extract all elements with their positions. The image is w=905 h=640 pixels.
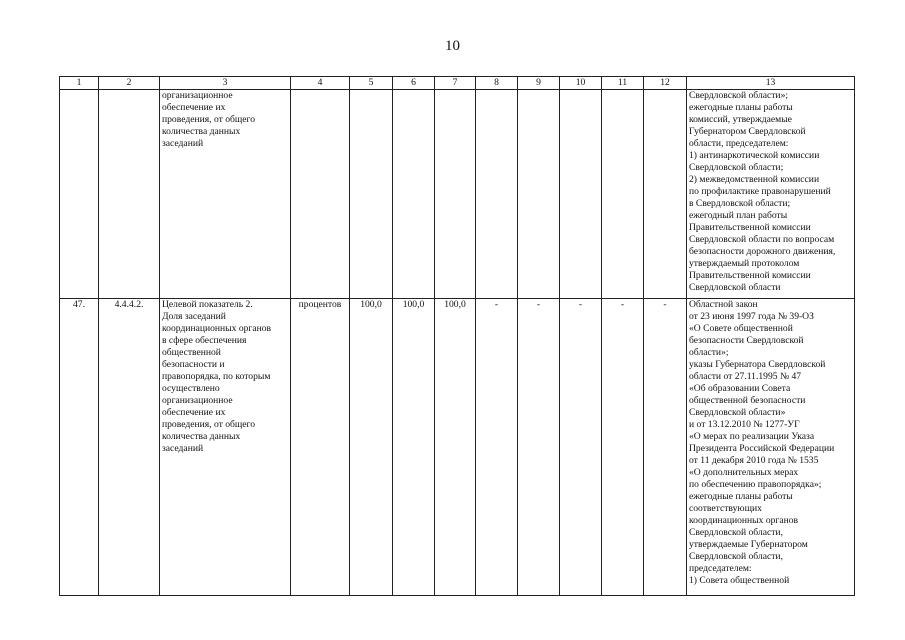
text-line: ежегодный план работы	[689, 210, 788, 221]
text-line: Свердловской области,	[689, 551, 783, 562]
text-line: обеспечение их	[162, 102, 226, 113]
text-line: правопорядка, по которым	[162, 371, 271, 382]
text-line: количества данных	[162, 126, 241, 137]
text-line: осуществлено	[162, 383, 220, 394]
text-line: проведения, от общего	[162, 419, 256, 430]
text-line: утверждаемые Губернатором	[689, 539, 808, 550]
header-col-13: 13	[687, 77, 855, 90]
unit-cell: процентов	[291, 299, 350, 596]
table-row	[60, 90, 855, 299]
text-line: области»;	[689, 347, 729, 358]
text-line: Свердловской области;	[689, 162, 784, 173]
text-line: области от 27.11.1995 № 47	[689, 371, 802, 382]
text-line: Свердловской области по вопросам	[689, 234, 835, 245]
row-number: 47.	[60, 299, 99, 596]
text-line: Свердловской области,	[689, 527, 783, 538]
text-line: Свердловской области	[689, 282, 781, 293]
header-row	[60, 77, 855, 90]
row1-description-cell	[160, 90, 291, 299]
text-line: заседаний	[162, 138, 204, 149]
text-line: от 23 июня 1997 года № 39-ОЗ	[689, 311, 814, 322]
value-col12: -	[644, 299, 687, 596]
header-col-4: 4	[291, 77, 350, 90]
row1-col5-cell	[350, 90, 393, 299]
text-line: и от 13.12.2010 № 1277-УГ	[689, 419, 800, 430]
text-line: области, председателем:	[689, 138, 789, 149]
header-col-5: 5	[350, 77, 393, 90]
text-line: 2) межведомственной комиссии	[689, 174, 820, 185]
text-line: 1) антинаркотической комиссии	[689, 150, 820, 161]
row2-basis-cell	[687, 299, 855, 596]
text-line: соответствующих	[689, 503, 762, 514]
text-line: «О Совете общественной	[689, 323, 793, 334]
text-line: комиссий, утверждаемые	[689, 114, 792, 125]
text-line: безопасности дорожного движения,	[689, 246, 836, 257]
header-col-9: 9	[518, 77, 560, 90]
page-number: 10	[445, 38, 460, 54]
text-line: координационных органов	[689, 515, 799, 526]
text-line: в Свердловской области;	[689, 198, 791, 209]
text-line: координационных органов	[162, 323, 272, 334]
text-line: «Об образовании Совета	[689, 383, 791, 394]
text-line: проведения, от общего	[162, 114, 256, 125]
indicator-code: 4.4.4.2.	[99, 299, 160, 596]
row1-col10-cell	[560, 90, 602, 299]
text-line: количества данных	[162, 431, 241, 442]
value-col11: -	[602, 299, 644, 596]
text-line: Свердловской области»;	[689, 90, 789, 101]
text-line: ежегодные планы работы	[689, 102, 793, 113]
row2-description-cell	[160, 299, 291, 596]
indicator-table	[59, 76, 855, 596]
header-col-11: 11	[602, 77, 644, 90]
text-line: указы Губернатора Свердловской	[689, 359, 826, 370]
text-line: обеспечение их	[162, 407, 226, 418]
text-line: председателем:	[689, 563, 752, 574]
header-col-6: 6	[393, 77, 435, 90]
text-line: Целевой показатель 2.	[162, 299, 253, 310]
text-line: по обеспечению правопорядка»;	[689, 479, 822, 490]
value-col10: -	[560, 299, 602, 596]
row1-col9-cell	[518, 90, 560, 299]
text-line: организационное	[162, 90, 233, 101]
header-col-3: 3	[160, 77, 291, 90]
value-col9: -	[518, 299, 560, 596]
text-line: ежегодные планы работы	[689, 491, 793, 502]
header-col-8: 8	[476, 77, 518, 90]
text-line: по профилактике правонарушений	[689, 186, 831, 197]
row1-col12-cell	[644, 90, 687, 299]
text-line: «О дополнительных мерах	[689, 467, 799, 478]
row1-col8-cell	[476, 90, 518, 299]
row1-col11-cell	[602, 90, 644, 299]
text-line: Губернатором Свердловской	[689, 126, 806, 137]
header-col-2: 2	[99, 77, 160, 90]
row1-col7-cell	[435, 90, 476, 299]
table-row	[60, 299, 855, 596]
text-line: Правительственной комиссии	[689, 270, 811, 281]
header-col-10: 10	[560, 77, 602, 90]
header-col-12: 12	[644, 77, 687, 90]
row1-code-cell	[99, 90, 160, 299]
value-col8: -	[476, 299, 518, 596]
row1-col6-cell	[393, 90, 435, 299]
text-line: от 11 декабря 2010 года № 1535	[689, 455, 819, 466]
value-col5: 100,0	[350, 299, 393, 596]
text-line: Правительственной комиссии	[689, 222, 811, 233]
row1-basis-cell	[687, 90, 855, 299]
text-line: заседаний	[162, 443, 204, 454]
text-line: Свердловской области»	[689, 407, 786, 418]
header-col-7: 7	[435, 77, 476, 90]
row1-unit-cell	[291, 90, 350, 299]
row1-num-cell	[60, 90, 99, 299]
text-line: Доля заседаний	[162, 311, 226, 322]
text-line: организационное	[162, 395, 233, 406]
text-line: безопасности Свердловской	[689, 335, 804, 346]
header-col-1: 1	[60, 77, 99, 90]
value-col7: 100,0	[435, 299, 476, 596]
text-line: Президента Российской Федерации	[689, 443, 835, 454]
value-col6: 100,0	[393, 299, 435, 596]
text-line: утверждаемый протоколом	[689, 258, 800, 269]
text-line: «О мерах по реализации Указа	[689, 431, 815, 442]
text-line: общественной	[162, 347, 221, 358]
text-line: общественной безопасности	[689, 395, 806, 406]
text-line: 1) Совета общественной	[689, 575, 790, 586]
text-line: безопасности и	[162, 359, 225, 370]
text-line: Областной закон	[689, 299, 758, 310]
text-line: в сфере обеспечения	[162, 335, 247, 346]
